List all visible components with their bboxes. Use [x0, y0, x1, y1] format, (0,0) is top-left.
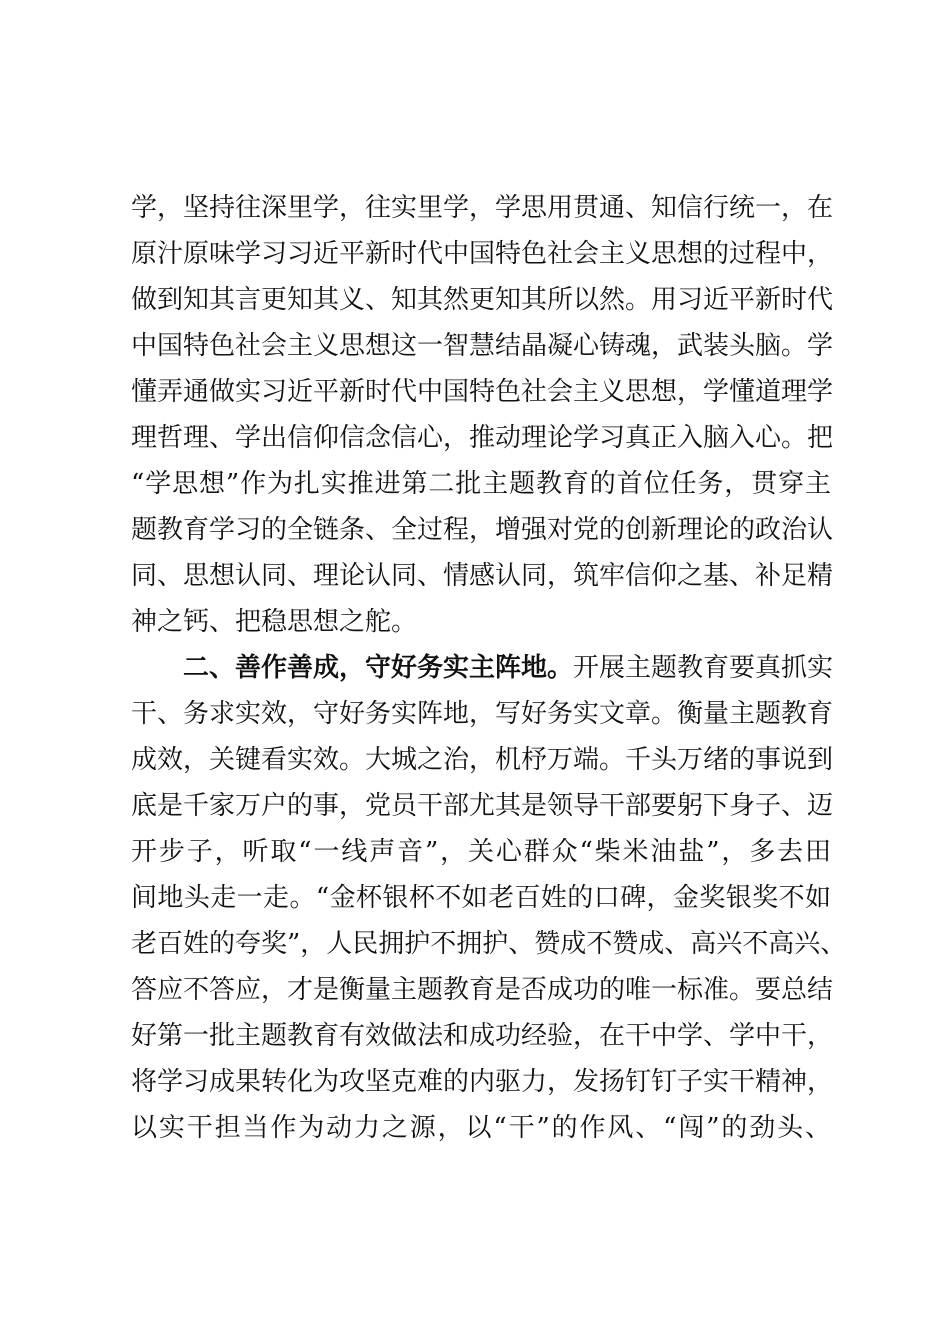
section-heading: 二、善作善成，守好务实主阵地。 [183, 653, 574, 683]
text-line: 开步子，听取“一线声音”，关心群众“柴米油盐”，多去田 [131, 837, 831, 867]
text-line: “学思想”作为扎实推进第二批主题教育的首位任务，贯穿主 [131, 469, 831, 499]
text-line: 原汁原味学习习近平新时代中国特色社会主义思想的过程中， [131, 239, 834, 269]
text-line: 间地头走一走。“金杯银杯不如老百姓的口碑，金奖银奖不如 [131, 883, 831, 913]
text-line: 干、务求实效，守好务实阵地，写好务实文章。衡量主题教育 [131, 699, 834, 729]
text-line: 题教育学习的全链条、全过程，增强对党的创新理论的政治认 [131, 515, 834, 545]
text-line: 中国特色社会主义思想这一智慧结晶凝心铸魂，武装头脑。学 [131, 331, 834, 361]
text-line: 做到知其言更知其义、知其然更知其所以然。用习近平新时代 [131, 285, 834, 315]
text-line: 以实干担当作为动力之源，以“干”的作风、“闯”的劲头、 [131, 1113, 831, 1143]
text-line: 成效，关键看实效。大城之治，机杼万端。千头万绪的事说到 [131, 745, 834, 775]
text-line: 理哲理、学出信仰信念信心，推动理论学习真正入脑入心。把 [131, 423, 834, 453]
paragraph-first-line [131, 645, 834, 691]
text-line: 神之钙、把稳思想之舵。 [131, 607, 418, 637]
text-line: 答应不答应，才是衡量主题教育是否成功的唯一标准。要总结 [131, 975, 834, 1005]
text-line: 好第一批主题教育有效做法和成功经验，在干中学、学中干， [131, 1021, 834, 1051]
text-line: 老百姓的夸奖”，人民拥护不拥护、赞成不赞成、高兴不高兴、 [131, 929, 847, 959]
paragraph-2 [131, 645, 847, 1151]
paragraph-1 [131, 185, 834, 645]
text-line: 学，坚持往深里学，往实里学，学思用贯通、知信行统一，在 [131, 193, 834, 223]
text-line: 将学习成果转化为攻坚克难的内驱力，发扬钉钉子实干精神， [131, 1067, 834, 1097]
text-line: 同、思想认同、理论认同、情感认同，筑牢信仰之基、补足精 [131, 561, 834, 591]
text-line: 底是千家万户的事，党员干部尤其是领导干部要躬下身子、迈 [131, 791, 834, 821]
heading-continuation: 开展主题教育要真抓实 [573, 653, 834, 683]
body-text [131, 185, 847, 1151]
text-line: 懂弄通做实习近平新时代中国特色社会主义思想，学懂道理学 [131, 377, 834, 407]
